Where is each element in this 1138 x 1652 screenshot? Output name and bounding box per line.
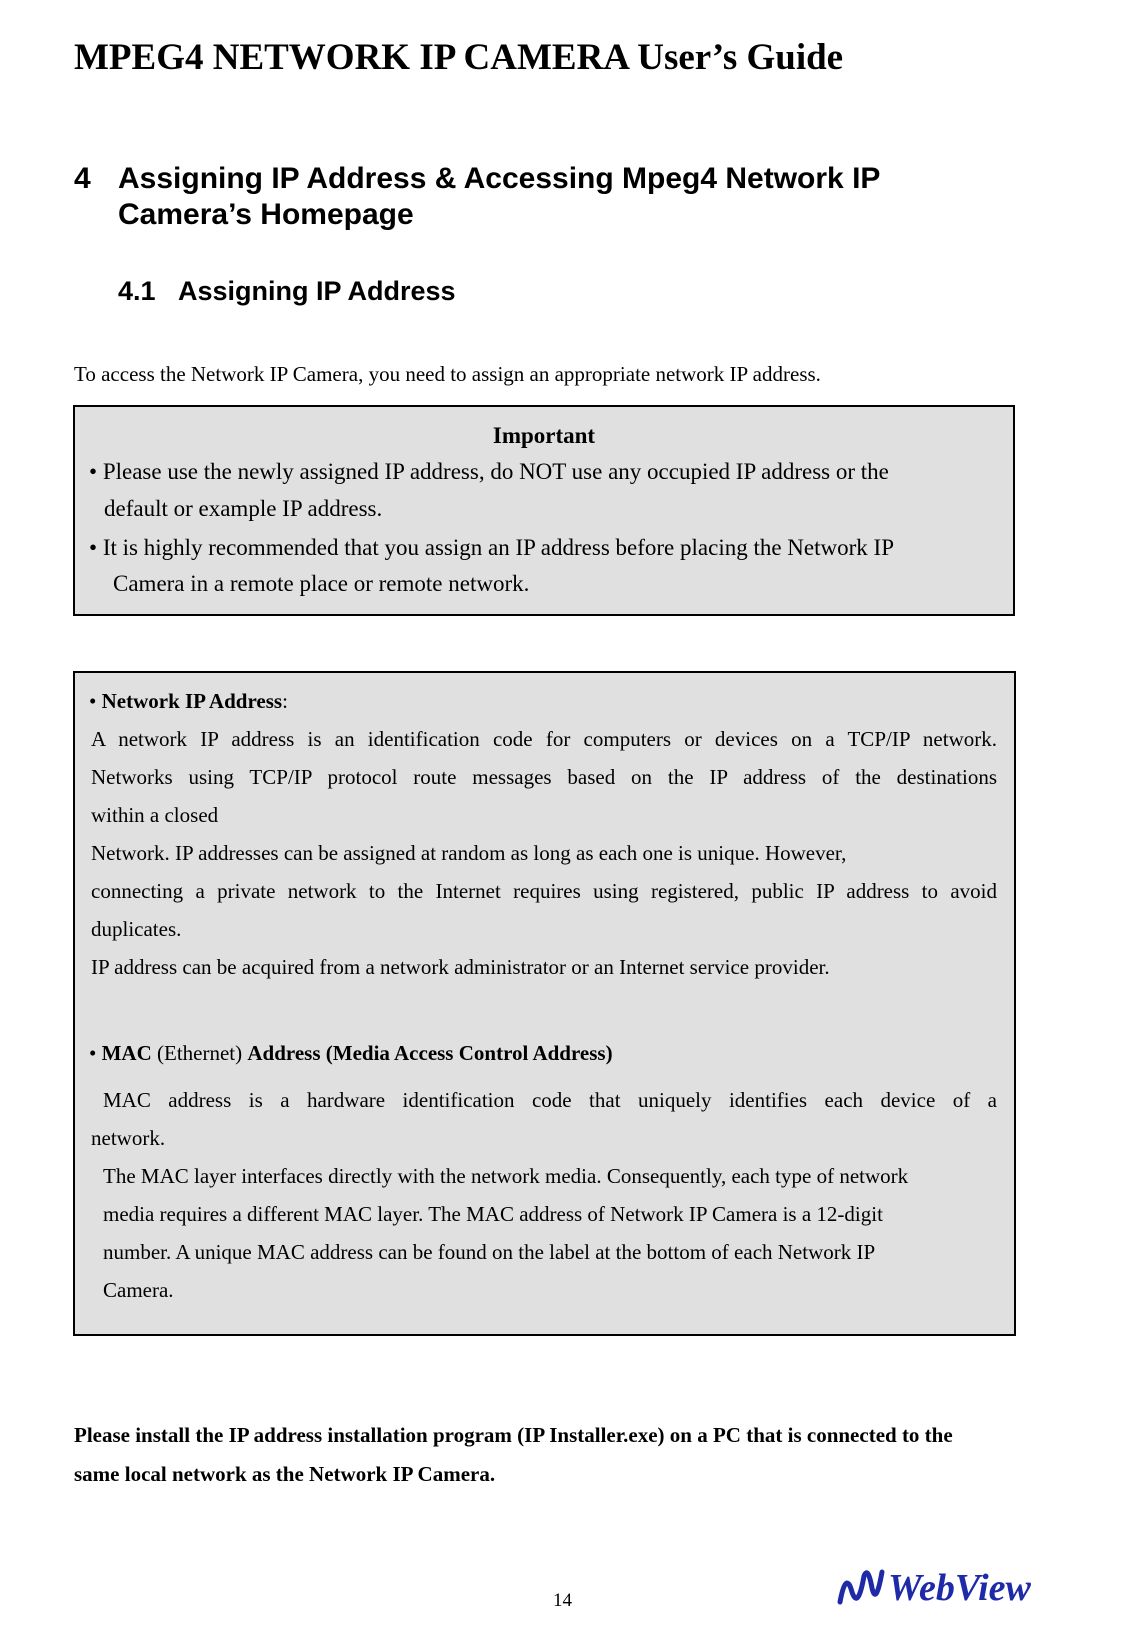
ip-address-term: [89, 689, 288, 714]
mac-line-5: number. A unique MAC address can be found on the label at the bottom of each Network IP: [103, 1240, 876, 1264]
ip-line-4: Network. IP addresses can be assigned at random as long as each one is unique. However,: [91, 841, 847, 865]
logo-text: WebView: [888, 1567, 1031, 1609]
important-line-3: It is highly recommended that you assign an IP address before placing the Network IP: [102, 535, 894, 560]
ip-line-3: within a closed: [91, 803, 219, 827]
subsection-title: Assigning IP Address: [178, 276, 456, 306]
important-box: [73, 405, 1015, 616]
section-number: 4: [74, 162, 91, 195]
mac-term: MAC: [101, 1041, 152, 1065]
mac-line-4: media requires a different MAC layer. The MAC address of Network IP Camera is a 12-digit: [103, 1202, 883, 1226]
logo-swoosh-icon: [840, 1572, 882, 1602]
document-header-title: MPEG4 NETWORK IP CAMERA User’s Guide: [74, 37, 844, 78]
important-line-4: Camera in a remote place or remote network.: [113, 571, 530, 596]
install-instruction-line-2: same local network as the Network IP Camera.: [74, 1462, 496, 1486]
ip-term: Network IP Address: [101, 689, 283, 713]
bullet-icon: •: [89, 689, 97, 713]
section-title-line-2: Camera’s Homepage: [118, 198, 414, 231]
mac-line-6: Camera.: [103, 1278, 174, 1302]
bullet-icon: •: [89, 459, 98, 484]
webview-logo: [836, 1562, 1052, 1610]
important-bullet-2: [89, 535, 894, 561]
ip-line-6: duplicates.: [91, 917, 182, 941]
important-line-2: default or example IP address.: [104, 496, 383, 521]
bullet-icon: •: [89, 1041, 97, 1065]
ip-colon: :: [282, 689, 288, 713]
bullet-icon: •: [89, 535, 98, 560]
ip-line-1: A network IP address is an identification code for computers or devices on a TCP/IP network.: [91, 727, 997, 751]
mac-line-3: The MAC layer interfaces directly with the network media. Consequently, each type of network: [103, 1164, 909, 1188]
page-number: 14: [553, 1590, 572, 1611]
ip-line-5: connecting a private network to the Internet requires using registered, public IP address to avoid: [91, 879, 997, 903]
subsection-heading: [118, 276, 456, 307]
mac-line-2: network.: [91, 1126, 166, 1150]
intro-paragraph: To access the Network IP Camera, you need to assign an appropriate network IP address.: [74, 362, 821, 386]
ip-line-2: Networks using TCP/IP protocol route messages based on the IP address of the destinations: [91, 765, 997, 789]
important-bullet-1: [89, 459, 889, 485]
section-title-line-1: Assigning IP Address & Accessing Mpeg4 Network IP: [118, 162, 881, 195]
important-title: Important: [492, 423, 596, 448]
mac-line-1: MAC address is a hardware identification code that uniquely identifies each device of a: [103, 1088, 997, 1112]
important-line-1: Please use the newly assigned IP address, do NOT use any occupied IP address or the: [102, 459, 889, 484]
subsection-number: 4.1: [118, 276, 156, 306]
definitions-box: [73, 671, 1016, 1336]
install-instruction-line-1: Please install the IP address installation program (IP Installer.exe) on a PC that is connected to the: [74, 1423, 953, 1447]
section-heading: [74, 160, 974, 240]
mac-term-rest: Address (Media Access Control Address): [247, 1041, 613, 1065]
mac-address-term: [89, 1041, 613, 1066]
mac-term-mid: (Ethernet): [157, 1041, 243, 1065]
ip-line-7: IP address can be acquired from a network administrator or an Internet service provider.: [91, 955, 830, 979]
webview-logo-graphic: [836, 1562, 1052, 1610]
